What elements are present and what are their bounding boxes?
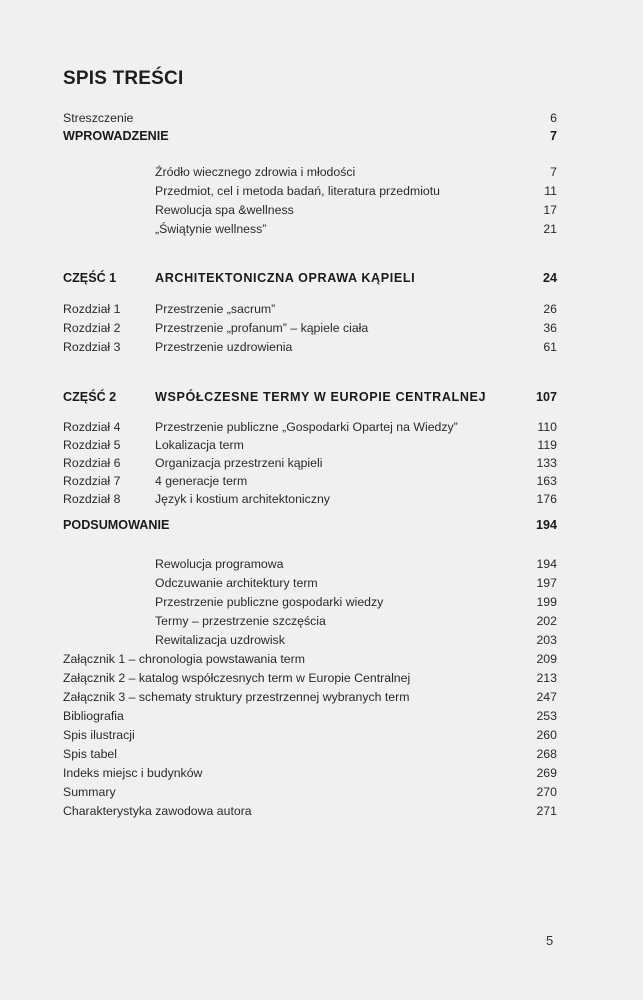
toc-entry <box>63 613 557 629</box>
entry-title: Przestrzenie publiczne gospodarki wiedzy <box>155 595 384 609</box>
entry-title: 4 generacje term <box>155 474 248 488</box>
entry-page: 17 <box>543 203 557 217</box>
entry-label: CZĘŚĆ 2 <box>63 390 117 404</box>
toc-entry <box>63 727 557 743</box>
toc-entry <box>63 594 557 610</box>
toc-entry <box>63 517 557 533</box>
entry-page: 163 <box>536 474 557 488</box>
toc-entry <box>63 164 557 180</box>
entry-title: Rewolucja spa &wellness <box>155 203 294 217</box>
entry-label: Rozdział 4 <box>63 420 121 434</box>
entry-page: 271 <box>536 804 557 818</box>
entry-page: 7 <box>549 129 557 143</box>
toc-entry <box>63 221 557 237</box>
toc-entry <box>63 455 557 471</box>
entry-title: Termy – przestrzenie szczęścia <box>155 614 326 628</box>
toc-entry <box>63 437 557 453</box>
entry-page: 133 <box>536 456 557 470</box>
toc-entry <box>63 689 557 705</box>
entry-title: Lokalizacja term <box>155 438 244 452</box>
entry-page: 268 <box>536 747 557 761</box>
toc-entry <box>63 746 557 762</box>
entry-page: 269 <box>536 766 557 780</box>
entry-page: 26 <box>543 302 557 316</box>
toc-entry <box>63 339 557 355</box>
toc-entry <box>63 202 557 218</box>
entry-title: Bibliografia <box>63 709 124 723</box>
entry-title: Spis ilustracji <box>63 728 135 742</box>
entry-title: Indeks miejsc i budynków <box>63 766 203 780</box>
entry-label: Rozdział 2 <box>63 321 121 335</box>
toc-entry <box>63 556 557 572</box>
entry-title: Streszczenie <box>63 111 134 125</box>
toc-entry <box>63 301 557 317</box>
entry-page: 24 <box>542 271 557 285</box>
entry-title: Organizacja przestrzeni kąpieli <box>155 456 323 470</box>
entry-page: 36 <box>543 321 557 335</box>
toc-entry <box>63 784 557 800</box>
toc-entry <box>63 491 557 507</box>
entry-page: 197 <box>536 576 557 590</box>
entry-title: Charakterystyka zawodowa autora <box>63 804 252 818</box>
toc-entry <box>63 128 557 144</box>
toc-entry <box>63 765 557 781</box>
entry-title: Odczuwanie architektury term <box>155 576 318 590</box>
toc-title: SPIS TREŚCI <box>63 68 184 89</box>
entry-title: PODSUMOWANIE <box>63 518 170 532</box>
entry-label: Rozdział 5 <box>63 438 121 452</box>
entry-title: Przestrzenie „profanum” – kąpiele ciała <box>155 321 369 335</box>
toc-entry <box>63 575 557 591</box>
entry-title: Przestrzenie „sacrum” <box>155 302 276 316</box>
entry-title: Załącznik 1 – chronologia powstawania term <box>63 652 305 666</box>
entry-page: 247 <box>536 690 557 704</box>
entry-page: 107 <box>535 390 557 404</box>
page-number: 5 <box>546 933 554 948</box>
toc-entry <box>63 651 557 667</box>
entry-page: 176 <box>536 492 557 506</box>
entry-title: Załącznik 3 – schematy struktury przestrzennej wybranych term <box>63 690 410 704</box>
toc-entry <box>63 320 557 336</box>
entry-page: 194 <box>536 557 557 571</box>
entry-title: WSPÓŁCZESNE TERMY W EUROPIE CENTRALNEJ <box>155 390 487 404</box>
entry-title: Rewitalizacja uzdrowisk <box>155 633 285 647</box>
entry-label: Rozdział 6 <box>63 456 121 470</box>
entry-title: WPROWADZENIE <box>63 129 169 143</box>
entry-page: 253 <box>536 709 557 723</box>
entry-page: 6 <box>550 111 557 125</box>
entry-title: Załącznik 2 – katalog współczesnych term w Europie Centralnej <box>63 671 411 685</box>
entry-title: Summary <box>63 785 116 799</box>
toc-entry <box>63 183 557 199</box>
entry-title: „Świątynie wellness” <box>155 222 267 236</box>
toc-entry <box>63 473 557 489</box>
entry-page: 213 <box>536 671 557 685</box>
entry-page: 21 <box>543 222 557 236</box>
entry-page: 7 <box>550 165 557 179</box>
entry-page: 199 <box>536 595 557 609</box>
entry-page: 203 <box>536 633 557 647</box>
entry-label: Rozdział 8 <box>63 492 121 506</box>
entry-page: 11 <box>544 184 557 198</box>
entry-label: Rozdział 3 <box>63 340 121 354</box>
entry-title: ARCHITEKTONICZNA OPRAWA KĄPIELI <box>155 271 416 285</box>
toc-entry <box>63 419 557 435</box>
entry-page: 209 <box>536 652 557 666</box>
toc-entry <box>63 670 557 686</box>
entry-page: 61 <box>543 340 557 354</box>
entry-title: Rewolucja programowa <box>155 557 284 571</box>
entry-label: CZĘŚĆ 1 <box>63 271 117 285</box>
entry-page: 194 <box>535 518 557 532</box>
entry-title: Źródło wiecznego zdrowia i młodości <box>155 165 356 179</box>
entry-title: Przestrzenie publiczne „Gospodarki Opartej na Wiedzy” <box>155 420 458 434</box>
entry-title: Przestrzenie uzdrowienia <box>155 340 293 354</box>
entry-page: 202 <box>536 614 557 628</box>
entry-label: Rozdział 7 <box>63 474 121 488</box>
toc-entry <box>63 803 557 819</box>
entry-page: 270 <box>536 785 557 799</box>
entry-title: Spis tabel <box>63 747 118 761</box>
toc-entry <box>63 270 557 286</box>
entry-label: Rozdział 1 <box>63 302 121 316</box>
toc-entry <box>63 708 557 724</box>
entry-page: 260 <box>536 728 557 742</box>
entry-title: Język i kostium architektoniczny <box>155 492 330 506</box>
entry-page: 110 <box>537 420 557 434</box>
toc-entry <box>63 389 557 405</box>
entry-page: 119 <box>537 438 557 452</box>
toc-entry <box>63 110 557 126</box>
toc-entry <box>63 632 557 648</box>
entry-title: Przedmiot, cel i metoda badań, literatura przedmiotu <box>155 184 441 198</box>
